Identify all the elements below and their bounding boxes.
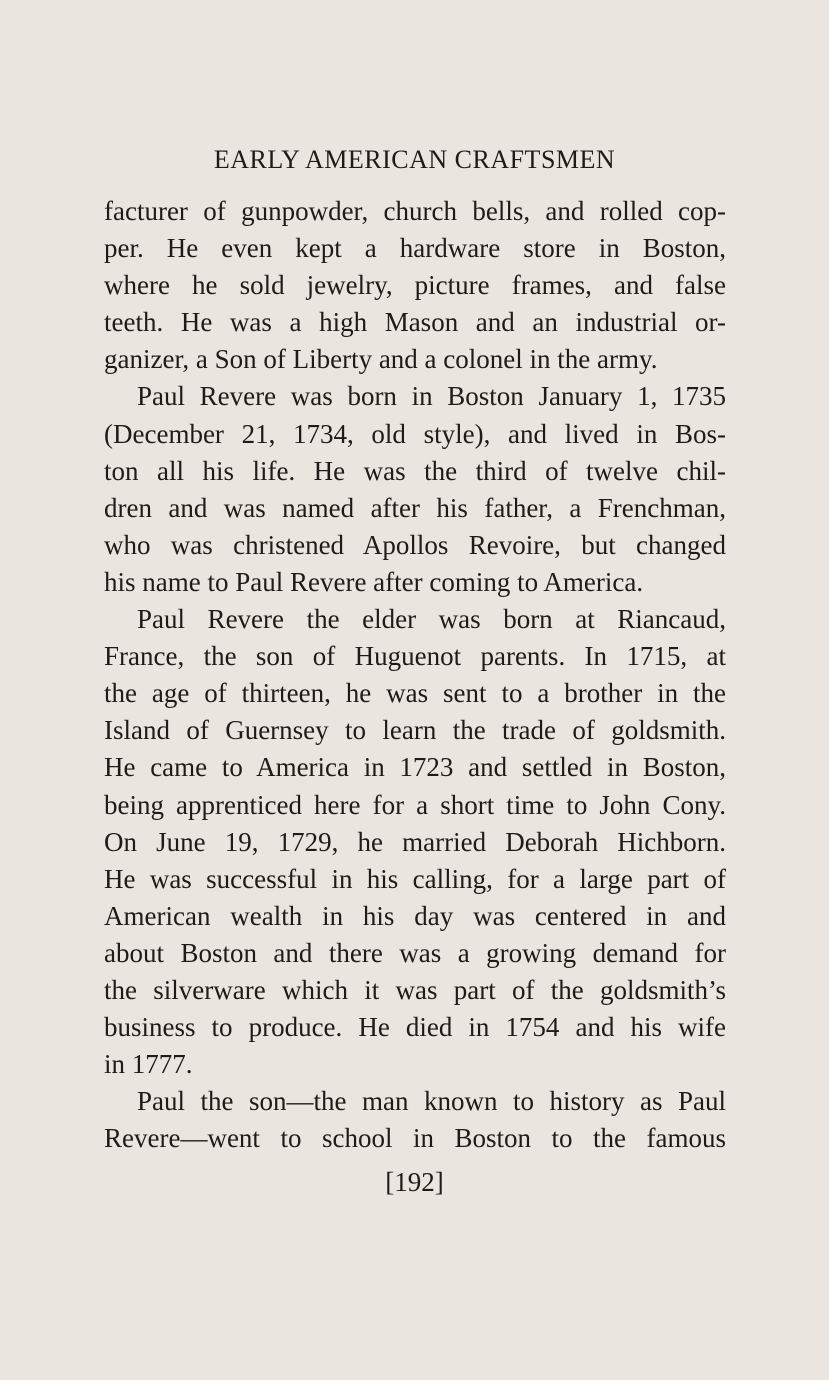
body-text [104,193,726,1157]
text-line: about Boston and there was a growing demand for [104,937,726,968]
running-head: EARLY AMERICAN CRAFTSMEN [213,145,616,174]
text-line: ganizer, a Son of Liberty and a colonel in the army. [104,344,658,375]
text-line: being apprenticed here for a short time to John Cony. [104,789,726,820]
text-line: Paul Revere was born in Boston January 1, 1735 [137,381,726,412]
text-line: On June 19, 1729, he married Deborah Hichborn. [104,826,726,857]
text-line: France, the son of Huguenot parents. In 1715, at [104,641,726,672]
page-number: [192] [385,1167,444,1197]
text-line: in 1777. [104,1049,193,1080]
text-line: He came to America in 1723 and settled in Boston, [104,752,726,783]
text-line: the silverware which it was part of the goldsmith’s [104,974,726,1005]
text-line: facturer of gunpowder, church bells, and rolled cop- [104,196,726,226]
text-line: Island of Guernsey to learn the trade of goldsmith. [104,715,726,746]
text-line: per. He even kept a hardware store in Boston, [104,233,726,264]
text-line: who was christened Apollos Revoire, but changed [104,529,726,560]
text-line: teeth. He was a high Mason and an industrial or- [104,307,726,338]
text-line: (December 21, 1734, old style), and lived in Bos- [104,418,726,449]
text-line: ton all his life. He was the third of twelve chil- [104,455,726,486]
text-line: American wealth in his day was centered in and [104,900,726,931]
text-line: Paul Revere the elder was born at Riancaud, [137,604,726,635]
text-line: where he sold jewelry, picture frames, and false [104,270,726,301]
text-line: his name to Paul Revere after coming to America. [104,566,644,597]
text-line: He was successful in his calling, for a large part of [104,863,726,894]
text-line: Revere—went to school in Boston to the famous [104,1123,726,1154]
text-line: Paul the son—the man known to history as Paul [137,1086,726,1117]
text-line: the age of thirteen, he was sent to a brother in the [104,678,726,709]
text-line: business to produce. He died in 1754 and his wife [104,1012,726,1043]
text-line: dren and was named after his father, a Frenchman, [104,492,726,523]
